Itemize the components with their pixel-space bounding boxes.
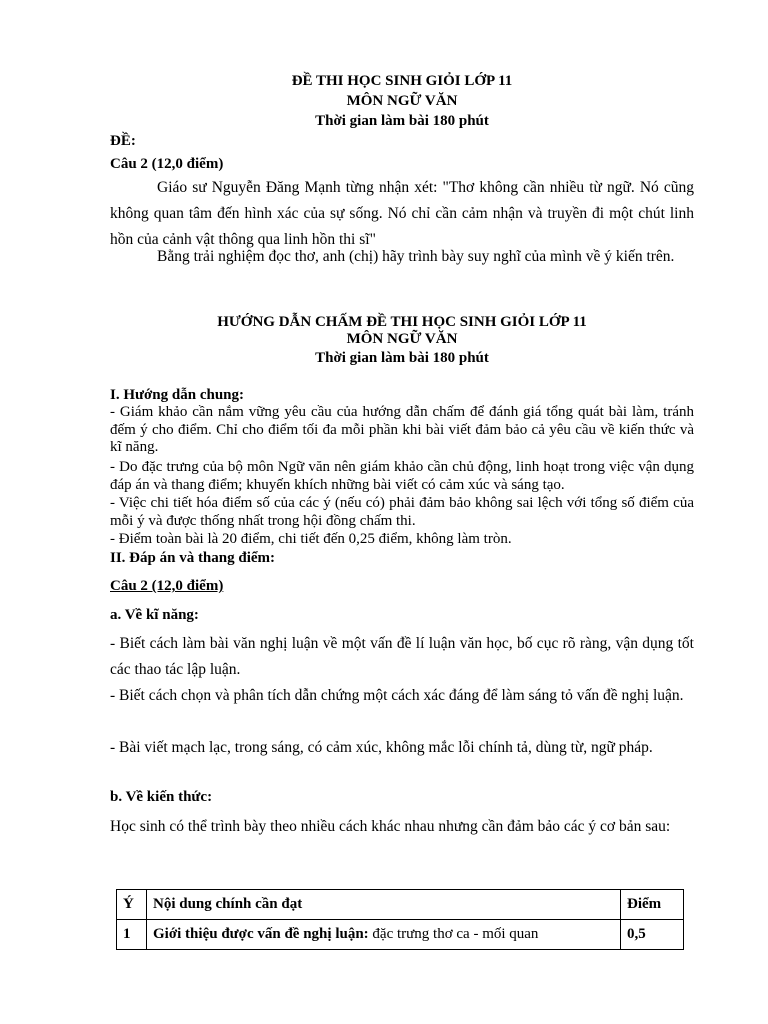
header-idx: Ý <box>117 890 147 920</box>
general-item: - Việc chi tiết hóa điểm số của các ý (nếu có) phải đảm bảo không sai lệch với tổng số điểm của mỗi ý và được thống nhất trong hội đồng chấm thi. <box>110 495 694 529</box>
exam-question-title: Câu 2 (12,0 điểm) <box>110 156 224 172</box>
guide-subject: MÔN NGỮ VĂN <box>346 331 458 347</box>
de-label: ĐỀ: <box>110 133 136 149</box>
general-item: - Điểm toàn bài là 20 điểm, chi tiết đến 0,25 điểm, không làm tròn. <box>110 531 512 547</box>
row-score: 0,5 <box>621 920 684 950</box>
exam-subject: MÔN NGỮ VĂN <box>346 93 458 109</box>
skill-item: - Biết cách chọn và phân tích dẫn chứng một cách xác đáng để làm sáng tỏ vấn đề nghị luận. <box>110 687 684 704</box>
general-heading: I. Hướng dẫn chung: <box>110 387 245 403</box>
answer-question-title: Câu 2 (12,0 điểm) <box>110 578 224 594</box>
table-header-row <box>117 890 684 920</box>
task-paragraph: Bằng trải nghiệm đọc thơ, anh (chị) hãy trình bày suy nghĩ của mình về ý kiến trên. <box>157 248 675 265</box>
answer-heading: II. Đáp án và thang điểm: <box>110 550 276 566</box>
header-content: Nội dung chính cần đạt <box>147 890 621 920</box>
general-item: - Do đặc trưng của bộ môn Ngữ văn nên giám khảo cần chủ động, linh hoạt trong việc vận dụng đáp án và thang điểm; khuyến khích những bài viết có cảm xúc và sáng tạo. <box>110 459 694 493</box>
table-row <box>117 920 684 950</box>
grading-table <box>116 889 684 950</box>
exam-title: ĐỀ THI HỌC SINH GIỎI LỚP 11 <box>291 73 513 89</box>
row-idx: 1 <box>117 920 147 950</box>
knowledge-heading: b. Về kiến thức: <box>110 789 213 805</box>
general-item: - Giám khảo cần nắm vững yêu cầu của hướng dẫn chấm để đánh giá tổng quát bài làm, tránh đếm ý cho điểm. Chỉ cho điểm tối đa mỗi phần khi bài viết đảm bảo cả yêu cầu về kiến thức và kĩ năng. <box>110 404 694 455</box>
skill-item: - Bài viết mạch lạc, trong sáng, có cảm xúc, không mắc lỗi chính tả, dùng từ, ngữ pháp. <box>110 739 653 756</box>
guide-title: HƯỚNG DẪN CHẤM ĐỀ THI HỌC SINH GIỎI LỚP 11 <box>217 314 587 330</box>
row-content <box>147 920 621 950</box>
quote-paragraph: Giáo sư Nguyễn Đăng Mạnh từng nhận xét: "Thơ không cần nhiều từ ngữ. Nó cũng không quan tâm đến hình xác của sự sống. Nó chỉ cần cảm nhận và truyền đi một chút linh hồn của cảnh vật thông qua linh hồn thi sĩ" <box>110 179 694 248</box>
header-score: Điểm <box>621 890 684 920</box>
skill-item: - Biết cách làm bài văn nghị luận về một vấn đề lí luận văn học, bố cục rõ ràng, vận dụng tốt các thao tác lập luận. <box>110 635 694 678</box>
row-content-bold: Giới thiệu được vấn đề nghị luận: <box>153 926 369 942</box>
row-content-text: đặc trưng thơ ca - mối quan <box>368 926 539 942</box>
guide-time: Thời gian làm bài 180 phút <box>315 350 489 366</box>
exam-time: Thời gian làm bài 180 phút <box>315 113 489 129</box>
knowledge-intro: Học sinh có thể trình bày theo nhiều cách khác nhau nhưng cần đảm bảo các ý cơ bản sau: <box>110 818 671 835</box>
skills-heading: a. Về kĩ năng: <box>110 607 199 623</box>
